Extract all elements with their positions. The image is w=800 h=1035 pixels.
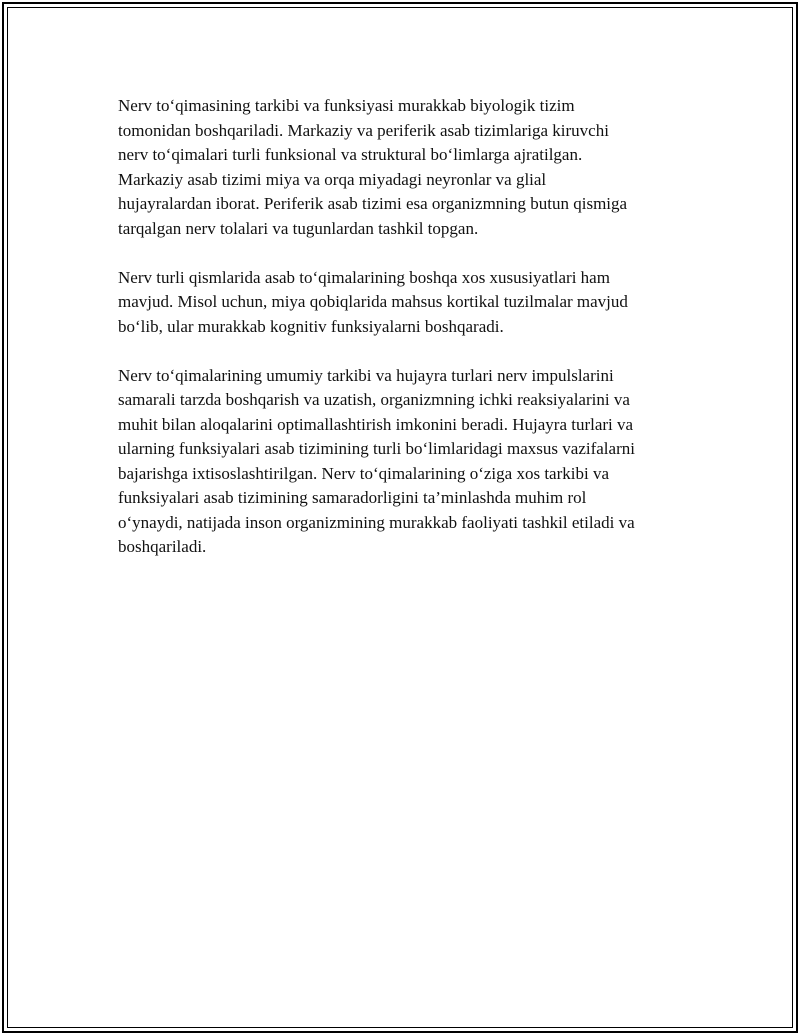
paragraph-1: Nerv to‘qimasining tarkibi va funksiyasi murakkab biyologik tizim tomonidan boshqariladi. Markaziy va periferik asab tizimlariga kiruvchi nerv to‘qimalari turli funksional va struktural bo‘limlarga ajratilgan. Markaziy asab tizimi miya va orqa miyadagi neyronlar va glial hujayralardan iborat. Periferik asab tizimi esa organizmning butun qismiga tarqalgan nerv tolalari va tugunlardan tashkil topgan.	[118, 96, 628, 238]
paragraph-3: Nerv to‘qimalarining umumiy tarkibi va hujayra turlari nerv impulslarini samarali tarzda boshqarish va uzatish, organizmning ichki reaksiyalarini va muhit bilan aloqalarini optimallashtirish imkonini beradi. Hujayra turlari va ularning funksiyalari asab tizimining turli bo‘limlaridagi maxsus vazifalarni bajarishga ixtisoslashtirilgan. Nerv to‘qimalarining o‘ziga xos tarkibi va funksiyalari asab tizimining samaradorligini ta’minlashda muhim rol o‘ynaydi, natijada inson organizmining murakkab faoliyati tashkil etiladi va boshqariladi.	[118, 365, 635, 556]
paragraph-2: Nerv turli qismlarida asab to‘qimalarining boshqa xos xususiyatlari ham mavjud. Misol uchun, miya qobiqlarida mahsus kortikal tuzilmalar mavjud bo‘lib, ular murakkab kognitiv funksiyalarni boshqaradi.	[118, 267, 628, 336]
document-body	[118, 94, 688, 584]
